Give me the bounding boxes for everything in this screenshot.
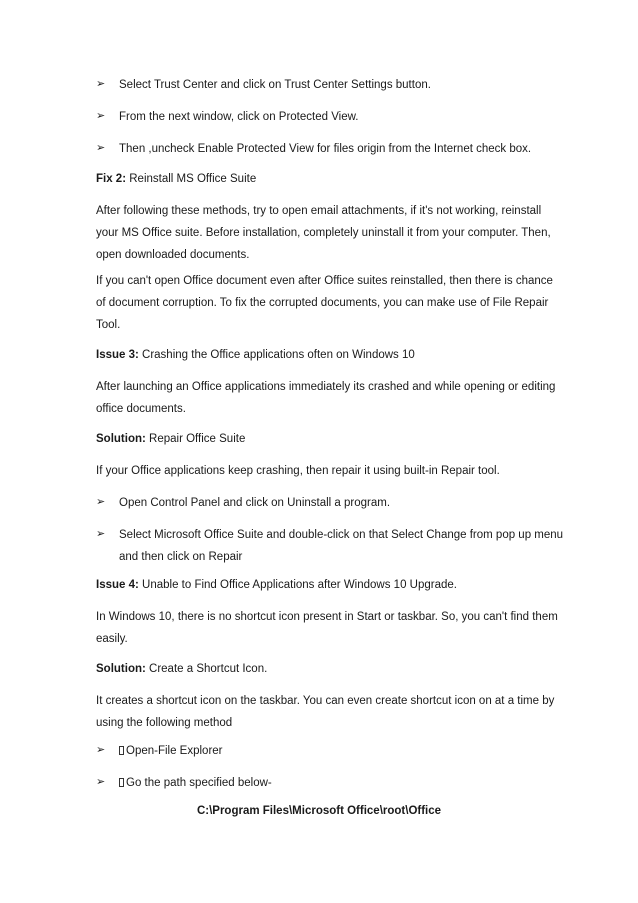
paragraph-line: After following these methods, try to open email attachments, if it's not working, reinstall <box>96 205 542 217</box>
arrow-bullet-icon: ➢ <box>96 528 106 540</box>
solution1-heading <box>96 432 245 446</box>
arrow-bullet-icon: ➢ <box>96 142 106 154</box>
paragraph-line: using the following method <box>96 717 233 729</box>
issue3-text: Crashing the Office applications often on Windows 10 <box>142 349 415 361</box>
fix2-label: Fix 2: <box>96 173 127 185</box>
bullet-text: From the next window, click on Protected View. <box>119 111 359 123</box>
paragraph-line: open downloaded documents. <box>96 249 250 261</box>
paragraph-line: of document corruption. To fix the corrupted documents, you can make use of File Repair <box>96 297 549 309</box>
missing-glyph-box-icon <box>119 778 124 787</box>
fix2-text: Reinstall MS Office Suite <box>129 173 257 185</box>
bullet-text: Select Microsoft Office Suite and double-click on that Select Change from pop up menu <box>119 529 564 541</box>
bullet-text: Select Trust Center and click on Trust Center Settings button. <box>119 79 431 91</box>
paragraph-line: If your Office applications keep crashing, then repair it using built-in Repair tool. <box>96 465 500 477</box>
arrow-bullet-icon: ➢ <box>96 744 106 756</box>
paragraph-line: office documents. <box>96 403 186 415</box>
paragraph-line: your MS Office suite. Before installation, completely uninstall it from your computer. Then, <box>96 227 551 239</box>
issue4-text: Unable to Find Office Applications after Windows 10 Upgrade. <box>142 579 457 591</box>
issue4-label: Issue 4: <box>96 579 139 591</box>
solution2-heading <box>96 662 267 676</box>
bullet-text <box>119 776 272 790</box>
bullet-label: Open-File Explorer <box>126 745 223 757</box>
paragraph-line: In Windows 10, there is no shortcut icon present in Start or taskbar. So, you can't find them <box>96 611 558 623</box>
bullet-text <box>119 744 223 758</box>
bullet-text: Open Control Panel and click on Uninstall a program. <box>119 497 391 509</box>
solution1-label: Solution: <box>96 433 146 445</box>
arrow-bullet-icon: ➢ <box>96 496 106 508</box>
solution2-text: Create a Shortcut Icon. <box>149 663 268 675</box>
file-path: C:\Program Files\Microsoft Office\root\Office <box>196 805 442 817</box>
paragraph-line: After launching an Office applications immediately its crashed and while opening or editing <box>96 381 556 393</box>
arrow-bullet-icon: ➢ <box>96 110 106 122</box>
paragraph-line: It creates a shortcut icon on the taskbar. You can even create shortcut icon on at a time by <box>96 695 555 707</box>
solution1-text: Repair Office Suite <box>149 433 246 445</box>
issue3-heading <box>96 348 415 362</box>
paragraph-line: easily. <box>96 633 128 645</box>
paragraph-line: If you can't open Office document even after Office suites reinstalled, then there is chance <box>96 275 553 287</box>
missing-glyph-box-icon <box>119 746 124 755</box>
bullet-label: Go the path specified below- <box>126 777 272 789</box>
arrow-bullet-icon: ➢ <box>96 776 106 788</box>
issue3-label: Issue 3: <box>96 349 139 361</box>
bullet-text: Then ,uncheck Enable Protected View for files origin from the Internet check box. <box>119 143 532 155</box>
paragraph-line: Tool. <box>96 319 121 331</box>
arrow-bullet-icon: ➢ <box>96 78 106 90</box>
issue4-heading <box>96 578 457 592</box>
bullet-text: and then click on Repair <box>119 551 243 563</box>
fix2-heading <box>96 172 256 186</box>
solution2-label: Solution: <box>96 663 146 675</box>
